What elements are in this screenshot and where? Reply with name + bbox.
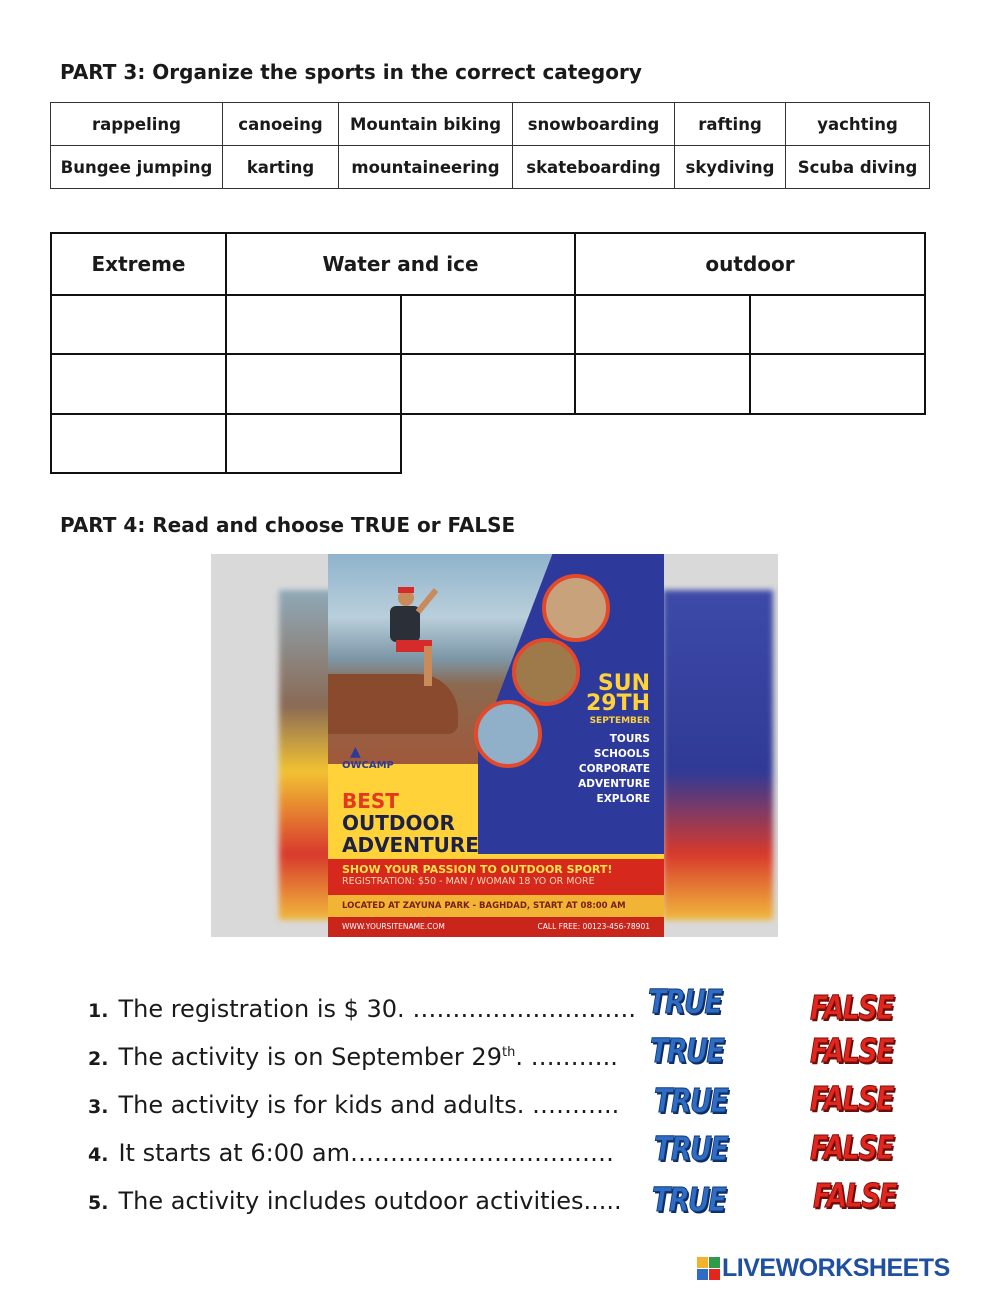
question-number: 2. <box>88 1048 109 1070</box>
poster-footer <box>328 917 664 937</box>
question-text: The activity includes outdoor activities..... <box>118 1187 622 1215</box>
drop-slot-water-2[interactable] <box>401 295 575 354</box>
hiker-figure <box>368 584 438 694</box>
poster-tagline: SHOW YOUR PASSION TO OUTDOOR SPORT! <box>342 863 613 876</box>
drop-slot-outdoor-1[interactable] <box>575 295 750 354</box>
word-mountaineering[interactable]: mountaineering <box>339 146 513 189</box>
category-outdoor: outdoor <box>575 233 925 295</box>
poster-red-bar <box>328 859 664 895</box>
question-4 <box>88 1139 614 1167</box>
drop-slot-outdoor-2[interactable] <box>750 295 925 354</box>
question-text: The registration is $ 30. ………………………. <box>118 995 636 1023</box>
word-yachting[interactable]: yachting <box>786 103 930 146</box>
diver-photo-circle <box>512 638 580 706</box>
poster-logo <box>342 744 394 771</box>
true-button-5[interactable]: TRUE <box>652 1180 726 1219</box>
drop-slot-water-3[interactable] <box>226 354 401 413</box>
poster-menu-tours: TOURS <box>609 733 650 745</box>
poster-headline-best: BEST <box>342 789 399 813</box>
word-rafting[interactable]: rafting <box>675 103 786 146</box>
poster-website: WWW.YOURSITENAME.COM <box>342 922 445 931</box>
false-button-5[interactable]: FALSE <box>813 1176 896 1215</box>
true-button-2[interactable]: TRUE <box>650 1031 724 1070</box>
question-number: 1. <box>88 1000 109 1022</box>
liveworksheets-icon <box>697 1257 720 1280</box>
camp-logo-icon: ▲ <box>350 744 361 760</box>
true-button-3[interactable]: TRUE <box>654 1081 728 1120</box>
word-skydiving[interactable]: skydiving <box>675 146 786 189</box>
question-number: 3. <box>88 1096 109 1118</box>
poster-registration: REGISTRATION: $50 - MAN / WOMAN 18 YO OR MORE <box>342 876 595 887</box>
category-extreme: Extreme <box>51 233 226 295</box>
poster <box>328 554 664 937</box>
word-rappeling[interactable]: rappeling <box>51 103 223 146</box>
question-1 <box>88 995 636 1023</box>
question-text: It starts at 6:00 am…………………………… <box>118 1139 614 1167</box>
false-button-1[interactable]: FALSE <box>810 988 893 1027</box>
liveworksheets-wordmark: LIVEWORKSHEETS <box>722 1254 950 1282</box>
poster-headline <box>342 790 479 856</box>
poster-date-day: SUN <box>597 671 650 696</box>
false-button-3[interactable]: FALSE <box>810 1079 893 1118</box>
question-superscript: th <box>501 1045 516 1060</box>
drop-slot-water-5[interactable] <box>226 414 401 473</box>
poster-headline-adventure: ADVENTURE <box>342 833 479 857</box>
drop-slot-water-1[interactable] <box>226 295 401 354</box>
true-button-4[interactable]: TRUE <box>654 1129 728 1168</box>
empty-area <box>401 414 925 473</box>
drop-slot-extreme-2[interactable] <box>51 354 226 413</box>
climber-photo-circle <box>542 574 610 642</box>
question-text: The activity is on September 29 <box>118 1043 502 1071</box>
drop-slot-outdoor-3[interactable] <box>575 354 750 413</box>
poster-date-block <box>578 671 650 807</box>
drop-slot-outdoor-4[interactable] <box>750 354 925 413</box>
word-scuba-diving[interactable]: Scuba diving <box>786 146 930 189</box>
question-text: The activity is for kids and adults. ……….. <box>118 1091 620 1119</box>
question-2 <box>88 1043 618 1071</box>
word-snowboarding[interactable]: snowboarding <box>513 103 675 146</box>
poster-logo-text: OWCAMP <box>342 760 394 771</box>
word-canoeing[interactable]: canoeing <box>223 103 339 146</box>
question-number: 5. <box>88 1192 109 1214</box>
poster-menu-corporate: CORPORATE <box>578 763 650 775</box>
poster-date-num: 29TH <box>585 691 650 716</box>
drop-slot-water-4[interactable] <box>401 354 575 413</box>
poster-headline-outdoor: OUTDOOR <box>342 811 455 835</box>
liveworksheets-logo <box>697 1254 950 1283</box>
word-mountain-biking[interactable]: Mountain biking <box>339 103 513 146</box>
word-skateboarding[interactable]: skateboarding <box>513 146 675 189</box>
question-5 <box>88 1187 622 1215</box>
poster-menu-explore: EXPLORE <box>596 793 650 805</box>
drop-slot-extreme-1[interactable] <box>51 295 226 354</box>
word-bungee-jumping[interactable]: Bungee jumping <box>51 146 223 189</box>
drop-slot-extreme-3[interactable] <box>51 414 226 473</box>
adventure-poster-image <box>211 554 778 937</box>
false-button-4[interactable]: FALSE <box>810 1128 893 1167</box>
poster-ghost-right <box>663 590 773 920</box>
poster-menu-adventure: ADVENTURE <box>578 778 650 790</box>
part3-title: PART 3: Organize the sports in the correct category <box>60 60 642 84</box>
question-number: 4. <box>88 1144 109 1166</box>
kayak-photo-circle <box>474 700 542 768</box>
word-bank-table <box>50 102 930 189</box>
word-karting[interactable]: karting <box>223 146 339 189</box>
false-button-2[interactable]: FALSE <box>810 1031 893 1070</box>
poster-date-month: SEPTEMBER <box>589 716 650 726</box>
true-button-1[interactable]: TRUE <box>648 982 722 1021</box>
question-3 <box>88 1091 619 1119</box>
question-text-end: . ……….. <box>515 1043 618 1071</box>
poster-menu-schools: SCHOOLS <box>593 748 650 760</box>
category-table <box>50 232 926 474</box>
poster-location: LOCATED AT ZAYUNA PARK - BAGHDAD, START AT 08:00 AM <box>328 895 664 917</box>
part4-title: PART 4: Read and choose TRUE or FALSE <box>60 513 516 537</box>
category-water-ice: Water and ice <box>226 233 575 295</box>
poster-phone: CALL FREE: 00123-456-78901 <box>537 922 650 931</box>
